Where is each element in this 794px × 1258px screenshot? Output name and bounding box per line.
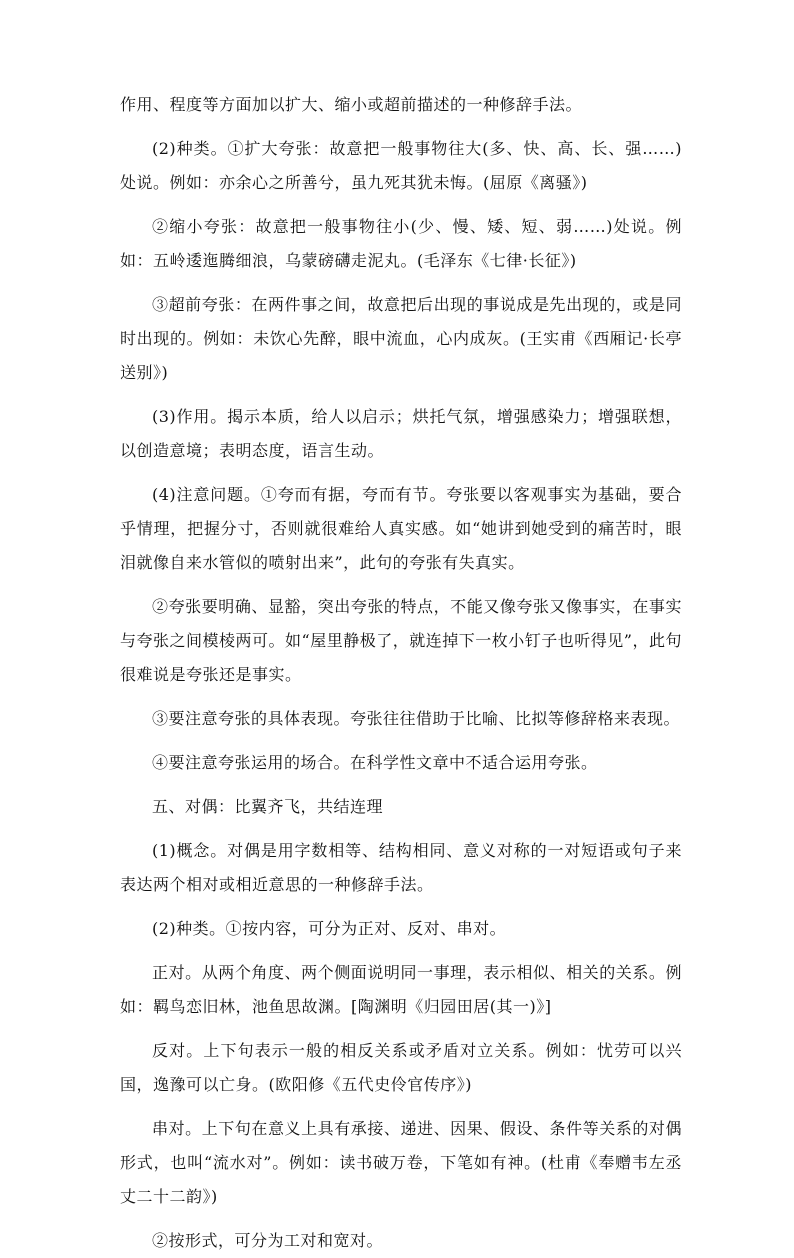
paragraph-7: ②夸张要明确、显豁，突出夸张的特点，不能又像夸张又像事实，在事实与夸张之间模棱两可。如“屋里静极了，就连掉下一枚小钉子也听得见”，此句很难说是夸张还是事实。 — [120, 597, 682, 684]
paragraph-10: (1)概念。对偶是用字数相等、结构相同、意义对称的一对短语或句子来表达两个相对或相近意思的一种修辞手法。 — [120, 841, 682, 894]
paragraph-1: 作用、程度等方面加以扩大、缩小或超前描述的一种修辞手法。 — [120, 95, 583, 114]
paragraph-2: (2)种类。①扩大夸张：故意把一般事物往大(多、快、高、长、强……)处说。例如：亦余心之所善兮，虽九死其犹未悔。(屈原《离骚》) — [120, 139, 682, 192]
paragraph-5: (3)作用。揭示本质，给人以启示；烘托气氛，增强感染力；增强联想，以创造意境；表明态度，语言生动。 — [120, 407, 682, 460]
paragraph-9: ④要注意夸张运用的场合。在科学性文章中不适合运用夸张。 — [152, 753, 598, 772]
paragraph-8: ③要注意夸张的具体表现。夸张往往借助于比喻、比拟等修辞格来表现。 — [152, 709, 681, 728]
paragraph-14: 串对。上下句在意义上具有承接、递进、因果、假设、条件等关系的对偶形式，也叫“流水对”。例如：读书破万卷，下笔如有神。(杜甫《奉赠韦左丞丈二十二韵》) — [120, 1119, 682, 1206]
section-heading: 五、对偶：比翼齐飞，共结连理 — [152, 797, 384, 816]
paragraph-3: ②缩小夸张：故意把一般事物往小(少、慢、矮、短、弱……)处说。例如：五岭逶迤腾细浪，乌蒙磅礴走泥丸。(毛泽东《七律·长征》) — [120, 217, 682, 270]
paragraph-15: ②按形式，可分为工对和宽对。 — [152, 1231, 384, 1250]
paragraph-11: (2)种类。①按内容，可分为正对、反对、串对。 — [152, 919, 507, 938]
paragraph-12: 正对。从两个角度、两个侧面说明同一事理，表示相似、相关的关系。例如：羁鸟恋旧林，池鱼思故渊。[陶渊明《归园田居(其一)》] — [120, 963, 682, 1016]
paragraph-13: 反对。上下句表示一般的相反关系或矛盾对立关系。例如：忧劳可以兴国，逸豫可以亡身。(欧阳修《五代史伶官传序》) — [120, 1041, 682, 1094]
paragraph-6: (4)注意问题。①夸而有据，夸而有节。夸张要以客观事实为基础，要合乎情理，把握分寸，否则就很难给人真实感。如“她讲到她受到的痛苦时，眼泪就像自来水管似的喷射出来”，此句的夸张有失真实。 — [120, 485, 682, 572]
paragraph-4: ③超前夸张：在两件事之间，故意把后出现的事说成是先出现的，或是同时出现的。例如：未饮心先醉，眼中流血，心内成灰。(王实甫《西厢记·长亭送别》) — [120, 295, 682, 382]
